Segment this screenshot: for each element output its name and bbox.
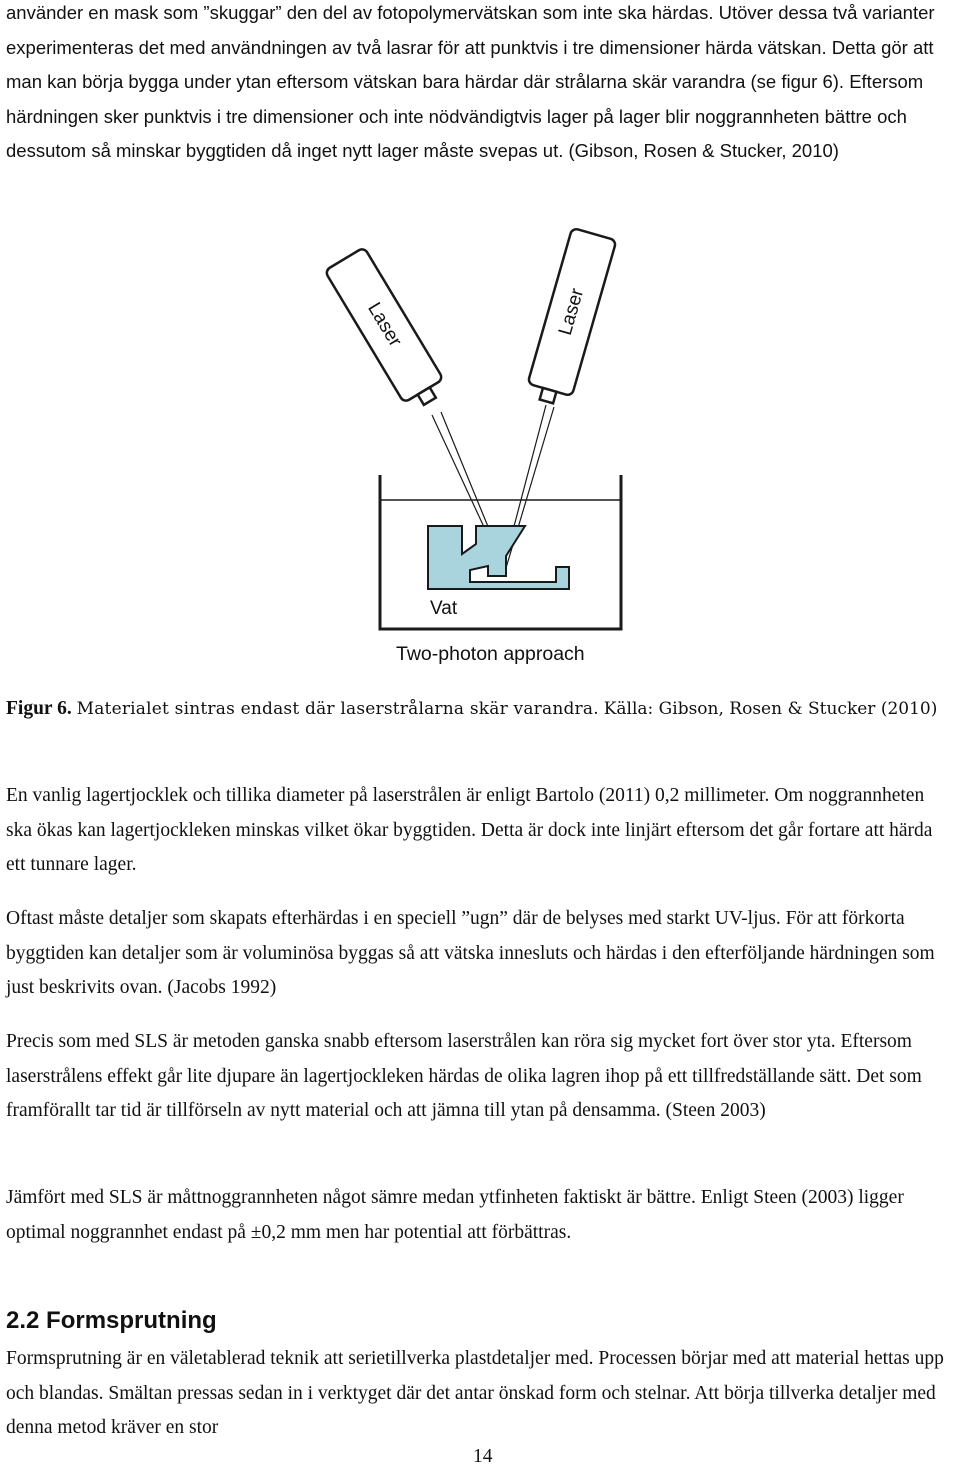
page-number: 14: [473, 1446, 493, 1467]
caption-source: Källa: Gibson, Rosen & Stucker (2010): [603, 699, 938, 719]
caption-text: Materialet sintras endast där laserstrålarna skär varandra.: [76, 699, 599, 719]
section-heading: 2.2 Formsprutning: [6, 1307, 217, 1334]
left-laser-unit: [325, 247, 450, 413]
paragraph-accuracy: Jämfört med SLS är måttnoggrannheten något sämre medan ytfinheten faktiskt är bättre. Enligt Steen (2003) ligger optimal noggrannhet endast på ±0,2 mm men har potential att förbättras.: [6, 1187, 904, 1243]
paragraph-layer-thickness: En vanlig lagertjocklek och tillika diameter på laserstrålen är enligt Bartolo (2011) 0,2 millimeter. Om noggrannheten ska ökas kan lagertjockleken minskas vilket ökar byggtiden. Detta är dock inte linjärt eftersom det går fortare att härda ett tunnare lager.: [6, 785, 933, 875]
vat-label: Vat: [430, 598, 458, 619]
paragraph-post-curing: Oftast måste detaljer som skapats efterhärdas i en speciell ”ugn” där de belyses med starkt UV-ljus. För att förkorta byggtiden kan detaljer som är voluminösa byggas så att vätska innesluts och härdas i den efterföljande härdningen som just beskrivits ovan. (Jacobs 1992): [6, 908, 935, 998]
left-laser-label: Laser: [363, 298, 406, 351]
cured-part: [428, 526, 569, 589]
paragraph-laser-intro: använder en mask som ”skuggar” den del av fotopolymervätskan som inte ska härdas. Utöver dessa två varianter experimenteras det med användningen av två lasrar för att punktvis i tre dimensioner härda vätskan. Detta gör att man kan börja bygga under ytan eftersom vätskan bara härdar där strålarna skär varandra (se figur 6). Eftersom härdningen sker punktvis i tre dimensioner och inte nödvändigtvis lager på lager blir noggrannheten bättre och dessutom så minskar byggtiden då inget nytt lager måste svepas ut. (Gibson, Rosen & Stucker, 2010): [6, 2, 935, 161]
caption-label: Figur 6.: [6, 698, 72, 719]
approach-label: Two-photon approach: [396, 643, 585, 665]
right-laser-nozzle: [540, 388, 557, 403]
figure-caption: [6, 692, 956, 726]
two-photon-figure: [320, 226, 640, 671]
right-laser-label: Laser: [554, 286, 589, 338]
right-laser-unit: [524, 228, 616, 408]
paragraph-injection-molding: Formsprutning är en väletablerad teknik att serietillverka plastdetaljer med. Processen börjar med att material hettas upp och blandas. Smältan pressas sedan in i verktyget där det antar önskad form och stelnar. Att börja tillverka detaljer med denna metod kräver en stor: [6, 1348, 944, 1438]
paragraph-speed: Precis som med SLS är metoden ganska snabb eftersom laserstrålen kan röra sig mycket fort över stor yta. Eftersom laserstrålens effekt går lite djupare än lagertjockleken härdas de olika lagren ihop på ett tillfredställande sätt. Det som framförallt tar tid är tillförseln av nytt material och att jämna till ytan på densamma. (Steen 2003): [6, 1031, 922, 1121]
